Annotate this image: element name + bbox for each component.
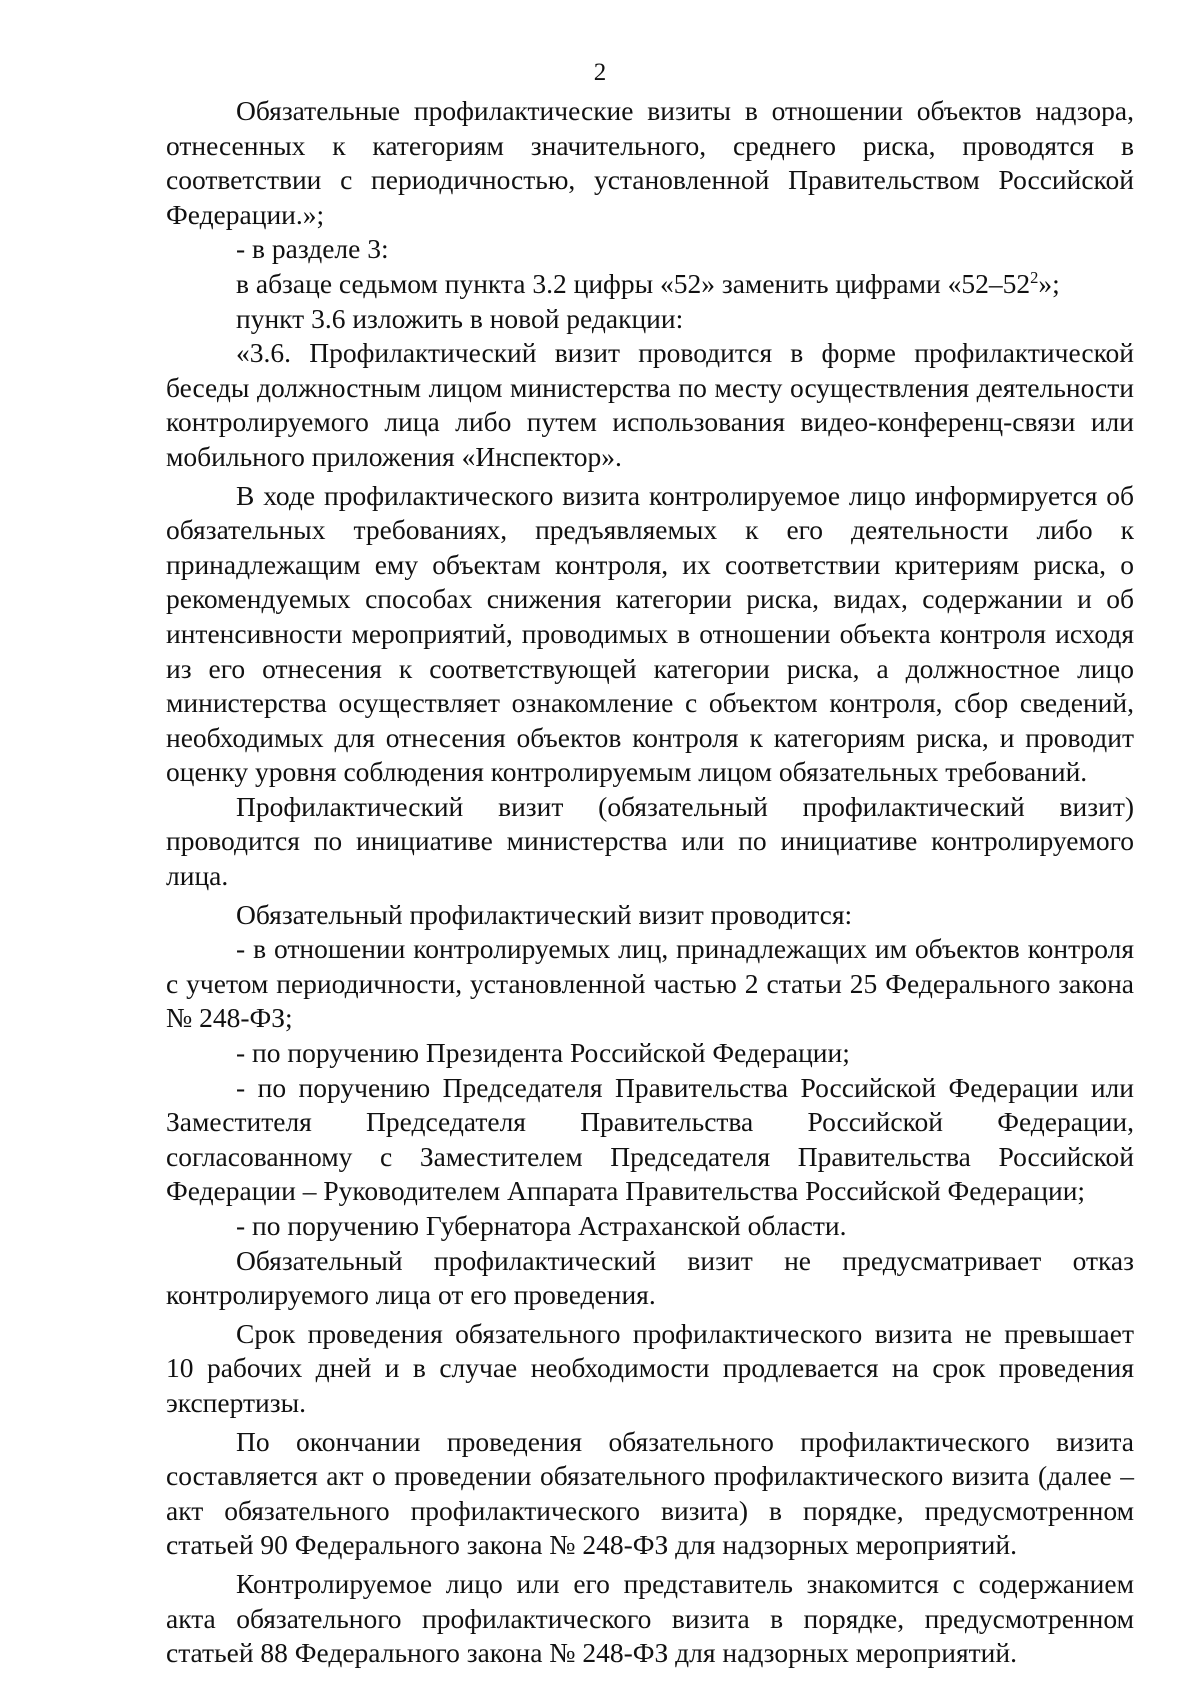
paragraph-4: пункт 3.6 изложить в новой редакции: [236,302,684,334]
paragraph-12: - по поручению Губернатора Астраханской области. [236,1210,847,1241]
paragraph-1: Обязательные профилактические визиты в отношении объектов надзора, отнесенных к категориям значительного, среднего риска, проводятся в соответствии с периодичностью, установленной Правительством Российской Федерации.»; [166,95,1134,230]
page-number: 2 [593,59,607,86]
paragraph-8: Обязательный профилактический визит проводится: [236,898,853,930]
paragraph-6: В ходе профилактического визита контролируемое лицо информируется об обязательных требованиях, предъявляемых к его деятельности либо к принадлежащим ему объектам контроля, их соответствии критериям риска, о рекомендуемых способах снижения категории риска, видах, содержании и об интенсивности мероприятий, проводимых в отношении объекта контроля исходя из его отнесения к соответствующей категории риска, а должностное лицо министерства осуществляет ознакомление с объектом контроля, сбор сведений, необходимых для отнесения объектов контроля к категориям риска, и проводит оценку уровня соблюдения контролируемым лицом обязательных требований. [166,479,1134,788]
paragraph-7: Профилактический визит (обязательный профилактический визит) проводится по инициативе министерства или по инициативе контролируемого лица. [166,790,1134,892]
paragraph-15: По окончании проведения обязательного профилактического визита составляется акт о проведении обязательного профилактического визита (далее – акт обязательного профилактического визита) в порядке, предусмотренном статьей 90 Федерального закона № 248-ФЗ для надзорных мероприятий. [166,1425,1134,1561]
paragraph-14: Срок проведения обязательного профилактического визита не превышает 10 рабочих дней и в случае необходимости продлевается на срок проведения экспертизы. [166,1317,1134,1418]
paragraph-3-tail: »; [1038,267,1060,299]
paragraph-2: - в разделе 3: [236,233,389,265]
paragraph-3-text: в абзаце седьмом пункта 3.2 цифры «52» заменить цифрами «52–52 [236,267,1031,299]
paragraph-3 [166,267,1134,302]
paragraph-11: - по поручению Председателя Правительства Российской Федерации или Заместителя Председателя Правительства Российской Федерации, согласованному с Заместителем Председателя Правительства Российской Федерации – Руководителем Аппарата Правительства Российской Федерации; [166,1071,1134,1207]
document-body [166,94,1134,1671]
paragraph-13: Обязательный профилактический визит не предусматривает отказ контролируемого лица от его проведения. [166,1244,1134,1311]
paragraph-5: «3.6. Профилактический визит проводится в форме профилактической беседы должностным лицом министерства по месту осуществления деятельности контролируемого лица либо путем использования видео-конференц-связи или мобильного приложения «Инспектор». [166,337,1134,472]
superscript-2: 2 [1030,267,1039,287]
paragraph-16: Контролируемое лицо или его представитель знакомится с содержанием акта обязательного профилактического визита в порядке, предусмотренном статьей 88 Федерального закона № 248-ФЗ для надзорных мероприятий. [166,1567,1134,1669]
paragraph-9: - в отношении контролируемых лиц, принадлежащих им объектов контроля с учетом периодичности, установленной частью 2 статьи 25 Федерального закона № 248-ФЗ; [166,933,1134,1034]
paragraph-10: - по поручению Президента Российской Федерации; [236,1037,850,1069]
